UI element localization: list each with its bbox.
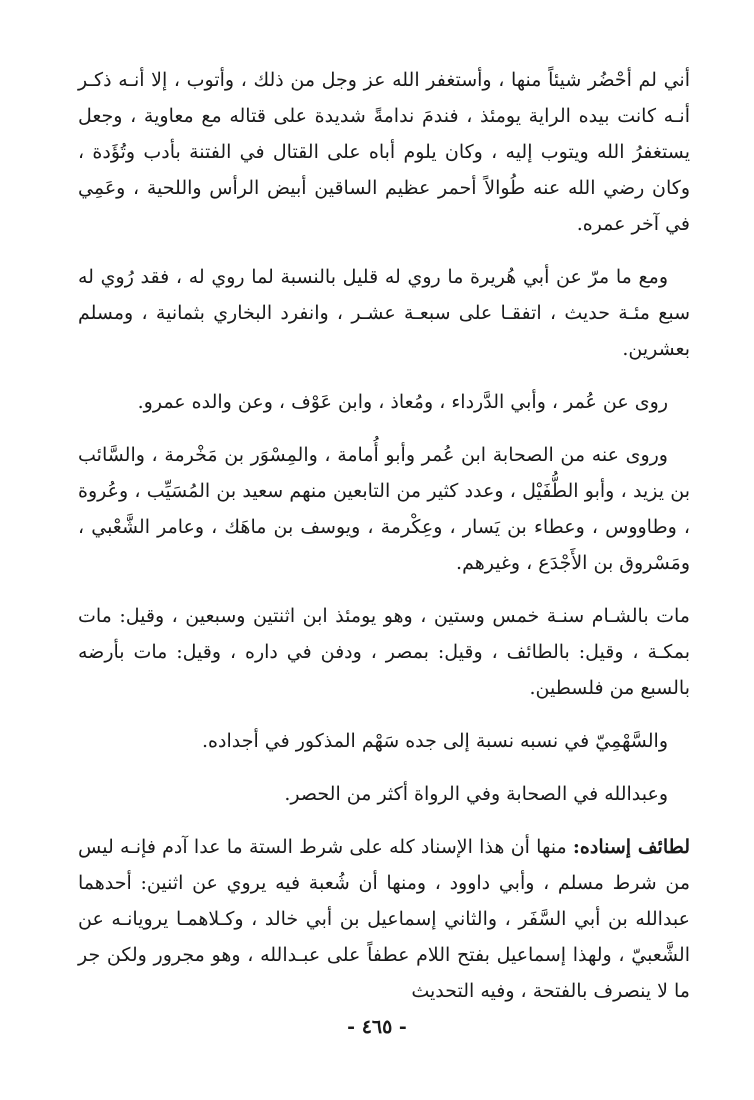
paragraph-text: منها أن هذا الإسناد كله على شرط الستة ما عدا آدم فإنـه ليس من شرط مسلم ، وأبي داوود ، ومنها أن شُعبة فيه يروي عن اثنين: أحدهما عبدالله بن أبي السَّفَر ، والثاني إسماعيل بن أبي خالد ، وكـلاهمـا يرويانـه عن الشَّعبيّ ، ولهذا إسماعيل بفتح اللام عطفاً على عبـدالله ، وهو مجرور ولكن جر ما لا ينصرف بالفتحة ، وفيه التحديث [78, 836, 690, 1002]
paragraph-5 [78, 598, 690, 706]
paragraph-4 [78, 437, 690, 581]
paragraph-text: ومع ما مرّ عن أبي هُريرة ما روي له قليل بالنسبة لما روي له ، فقد رُوي له سبع مئـة حديث ، اتفقـا على سبعـة عشـر ، وانفرد البخاري بثمانية ، ومسلم بعشرين. [78, 266, 690, 360]
paragraph-2 [78, 259, 690, 367]
paragraph-8 [78, 829, 690, 1009]
paragraph-text: والسَّهْمِيّ في نسبه نسبة إلى جده سَهْم المذكور في أجداده. [202, 730, 668, 752]
page-body [78, 62, 690, 1026]
paragraph-3 [78, 384, 690, 420]
section-heading: لطائف إسناده: [572, 836, 691, 858]
paragraph-text: روى عن عُمر ، وأبي الدَّرداء ، ومُعاذ ، وابن عَوْف ، وعن والده عمرو. [137, 391, 668, 413]
paragraph-text: مات بالشـام سنـة خمس وستين ، وهو يومئذ ابن اثنتين وسبعين ، وقيل: مات بمكـة ، وقيل: بالطائف ، وقيل: بمصر ، ودفن في داره ، وقيل: مات بأرضه بالسبع من فلسطين. [78, 605, 690, 699]
paragraph-7 [78, 776, 690, 812]
paragraph-text: أني لم أحْضُر شيئاً منها ، وأستغفر الله عز وجل من ذلك ، وأتوب ، إلا أنـه ذكـر أنـه كانت بيده الراية يومئذ ، فندمَ ندامةً شديدة على قتاله مع معاوية ، وجعل يستغفرُ الله ويتوب إليه ، وكان يلوم أباه على القتال في الفتنة بأدب وتُؤَدة ، وكان رضي الله عنه طُوالاً أحمر عظيم الساقين أبيض الرأس واللحية ، وعَمِي في آخر عمره. [78, 69, 690, 235]
paragraph-text: وعبدالله في الصحابة وفي الرواة أكثر من الحصر. [284, 783, 668, 805]
paragraph-6 [78, 723, 690, 759]
paragraph-1 [78, 62, 690, 242]
paragraph-text: وروى عنه من الصحابة ابن عُمر وأبو أُمامة ، والمِسْوَر بن مَخْرمة ، والسَّائب بن يزيد ، وأبو الطُّفَيْل ، وعدد كثير من التابعين منهم سعيد بن المُسَيِّب ، وعُروة ، وطاووس ، وعطاء بن يَسار ، وعِكْرمة ، ويوسف بن ماهَك ، وعامر الشَّعْبي ، ومَسْروق بن الأَجْدَع ، وغيرهم. [78, 444, 690, 574]
page-number: - ٤٦٥ - [347, 1016, 407, 1038]
